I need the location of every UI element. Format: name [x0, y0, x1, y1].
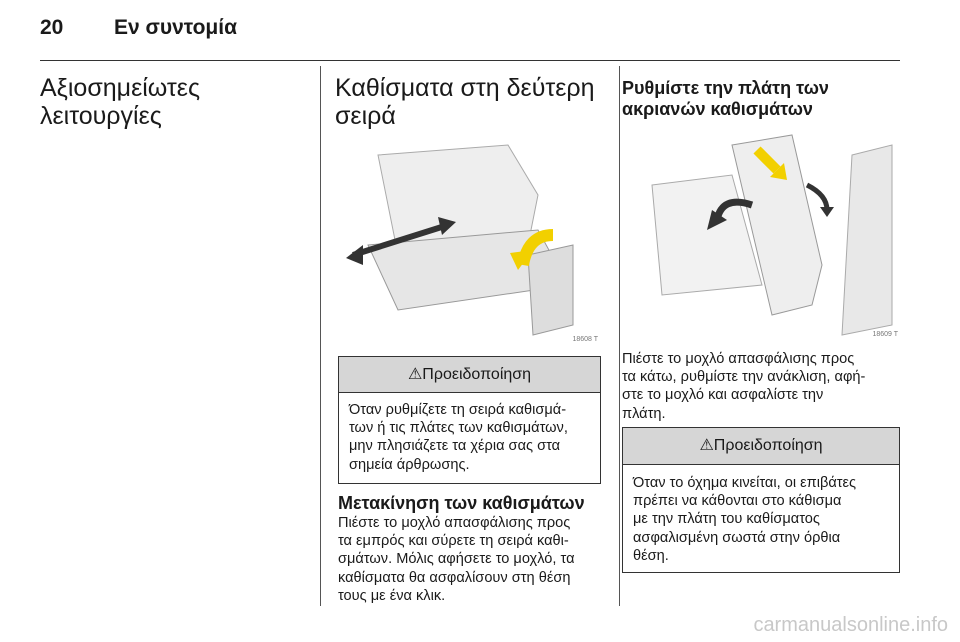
warning-line: θέση. — [633, 547, 669, 564]
body-line: πλάτη. — [622, 405, 666, 422]
heading-line: σειρά — [335, 102, 396, 130]
warning-title: Προειδοποίηση — [422, 366, 532, 383]
heading-line: Ρυθμίστε την πλάτη των — [622, 78, 829, 98]
backrest-adjust-illustration — [622, 125, 900, 340]
col2-heading — [335, 74, 595, 130]
image-code: 18608 T — [572, 336, 598, 343]
column-divider — [320, 66, 321, 606]
body-line: Πιέστε το μοχλό απασφάλισης προς — [338, 515, 571, 531]
subheading: Μετακίνηση των καθισμάτων — [338, 493, 585, 513]
warning-line: ασφαλισμένη σωστά στην όρθια — [633, 529, 841, 546]
seat-row-illustration — [338, 135, 600, 345]
body-line: σμάτων. Μόλις αφήσετε το μοχλό, τα — [338, 551, 575, 568]
warning-line: Όταν το όχημα κινείται, οι επιβάτες — [633, 475, 857, 491]
heading-line: Καθίσματα στη δεύτερη — [335, 74, 595, 102]
heading-line: ακριανών καθισμάτων — [622, 99, 813, 119]
warning-line: με την πλάτη του καθίσματος — [633, 511, 820, 528]
seat-backrest-illustration — [622, 125, 900, 340]
header-rule — [40, 60, 900, 61]
body-text — [338, 514, 575, 605]
warning-line: των ή τις πλάτες των καθισμάτων, — [349, 420, 568, 437]
image-code: 18609 T — [872, 331, 898, 338]
seat-slide-illustration — [338, 135, 600, 345]
body-line: τους με ένα κλικ. — [338, 587, 446, 604]
col1-heading — [40, 74, 200, 130]
column-divider — [619, 66, 620, 606]
section-title: Εν συντομία — [114, 16, 237, 39]
body-line: τα εμπρός και σύρετε τη σειρά καθι- — [338, 533, 569, 550]
watermark: carmanualsonline.info — [753, 614, 948, 636]
warning-triangle-icon: ⚠ — [407, 366, 423, 383]
heading-line: Αξιοσημείωτες — [40, 74, 200, 102]
warning-box — [622, 427, 900, 573]
heading-line: λειτουργίες — [40, 102, 162, 130]
warning-title: Προειδοποίηση — [713, 437, 823, 454]
body-line: τα κάτω, ρυθμίστε την ανάκλιση, αφή- — [622, 369, 866, 386]
warning-triangle-icon: ⚠ — [699, 437, 714, 454]
body-text — [622, 350, 865, 423]
col3-heading — [622, 78, 829, 120]
warning-line: Όταν ρυθμίζετε τη σειρά καθισμά- — [349, 402, 567, 418]
body-line: Πιέστε το μοχλό απασφάλισης προς — [622, 351, 855, 367]
page-number: 20 — [40, 16, 64, 39]
warning-line: πρέπει να κάθονται στο κάθισμα — [633, 493, 842, 510]
warning-line: μην πλησιάζετε τα χέρια σας στα — [349, 438, 561, 455]
warning-box — [338, 356, 601, 484]
body-line: στε το μοχλό και ασφαλίστε την — [622, 387, 824, 404]
body-line: καθίσματα θα ασφαλίσουν στη θέση — [338, 569, 571, 586]
warning-line: σημεία άρθρωσης. — [349, 456, 470, 473]
